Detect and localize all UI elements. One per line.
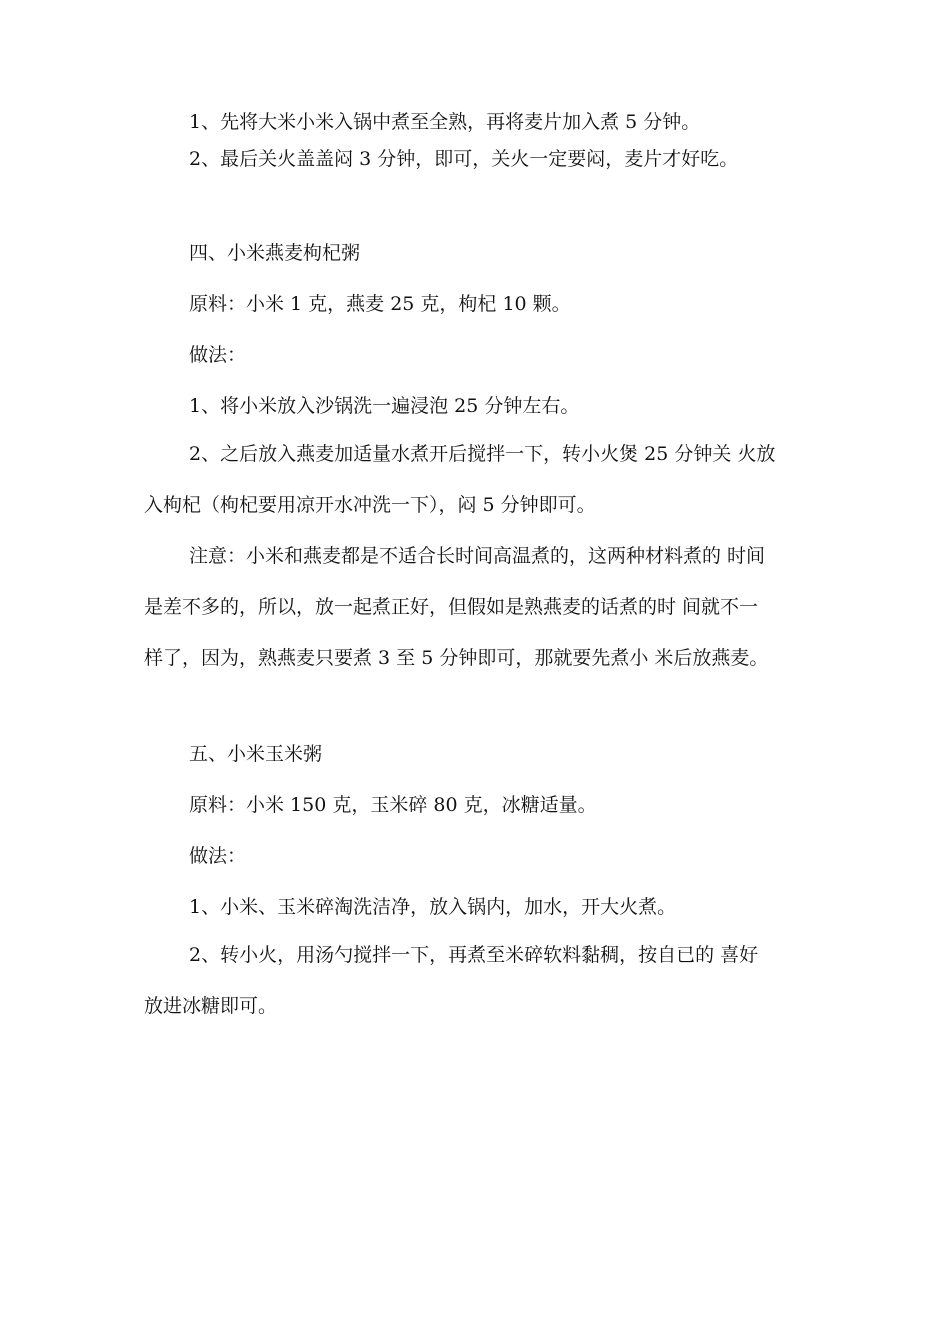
sec4-note-line-2: 是差不多的，所以，放一起煮正好，但假如是熟燕麦的话煮的时 间就不一: [144, 596, 759, 618]
sec4-method-label: 做法：: [189, 344, 247, 366]
sec4-ingredients: 原料：小米 1 克，燕麦 25 克，枸杞 10 颗。: [189, 293, 571, 315]
sec4-title: 四、小米燕麦枸杞粥: [189, 242, 361, 264]
sec4-note-line-3: 样了，因为，熟燕麦只要煮 3 至 5 分钟即可，那就要先煮小 米后放燕麦。: [144, 647, 769, 669]
sec3-step-1: 1、先将大米小米入锅中煮至全熟，再将麦片加入煮 5 分钟。: [189, 111, 701, 133]
sec5-ingredients: 原料：小米 150 克，玉米碎 80 克，冰糖适量。: [189, 794, 597, 816]
sec5-step-1: 1、小米、玉米碎淘洗洁净，放入锅内，加水，开大火煮。: [189, 896, 677, 918]
sec4-note-line-1: 注意：小米和燕麦都是不适合长时间高温煮的，这两种材料煮的 时间: [189, 545, 766, 567]
sec5-title: 五、小米玉米粥: [189, 743, 323, 765]
sec5-step-2-line-1: 2、转小火，用汤勺搅拌一下，再煮至米碎软料黏稠，按自已的 喜好: [189, 944, 759, 966]
sec4-step-2-line-2: 入枸杞（枸杞要用凉开水冲洗一下），闷 5 分钟即可。: [144, 494, 596, 516]
sec3-step-2: 2、最后关火盖盖闷 3 分钟，即可，关火一定要闷，麦片才好吃。: [189, 148, 739, 170]
sec5-step-2-line-2: 放进冰糖即可。: [144, 995, 278, 1017]
sec5-method-label: 做法：: [189, 845, 247, 867]
sec4-step-2-line-1: 2、之后放入燕麦加适量水煮开后搅拌一下，转小火煲 25 分钟关 火放: [189, 443, 776, 465]
sec4-step-1: 1、将小米放入沙锅洗一遍浸泡 25 分钟左右。: [189, 395, 580, 417]
